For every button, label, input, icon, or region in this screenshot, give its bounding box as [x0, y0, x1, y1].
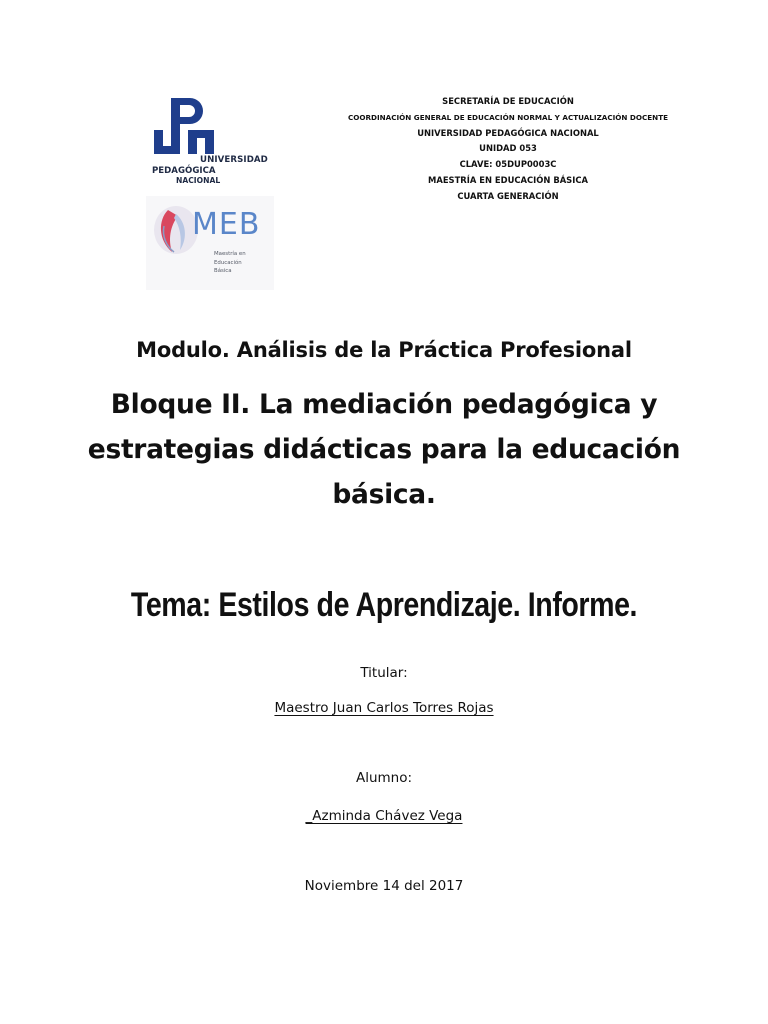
titular-name-text: Maestro Juan Carlos Torres Rojas	[274, 700, 494, 716]
titular-label: Titular:	[360, 665, 408, 681]
header-line-maestria: MAESTRÍA EN EDUCACIÓN BÁSICA	[428, 174, 588, 185]
upn-name-line3: NACIONAL	[176, 176, 221, 185]
upn-monogram-icon	[152, 96, 222, 158]
upn-name-line2: PEDAGÓGICA	[152, 166, 216, 176]
topic-title: Tema: Estilos de Aprendizaje. Informe.	[130, 586, 638, 624]
header-line-universidad: UNIVERSIDAD PEDAGÓGICA NACIONAL	[417, 127, 599, 138]
meb-sub-line2: Educación	[214, 260, 242, 266]
upn-name-line1: UNIVERSIDAD	[200, 155, 268, 165]
header-line-secretaria: SECRETARÍA DE EDUCACIÓN	[442, 96, 574, 106]
upn-logo	[152, 96, 268, 188]
meb-wordmark: MEB	[192, 207, 261, 242]
meb-sub-line1: Maestría en	[214, 251, 246, 257]
alumno-name-text: _Azminda Chávez Vega	[305, 808, 463, 824]
module-title: Modulo. Análisis de la Práctica Profesional	[136, 338, 632, 362]
alumno-label: Alumno:	[355, 770, 413, 786]
institution-header	[330, 94, 686, 205]
meb-logo	[146, 196, 274, 290]
header-line-unidad: UNIDAD 053	[479, 143, 537, 154]
header-line-clave: CLAVE: 05DUP0003C	[459, 159, 557, 170]
header-line-coordinacion: COORDINACIÓN GENERAL DE EDUCACIÓN NORMAL Y ACTUALIZACIÓN DOCENTE	[347, 112, 669, 122]
header-line-generacion: CUARTA GENERACIÓN	[457, 190, 559, 201]
document-date: Noviembre 14 del 2017	[304, 878, 464, 894]
titular-name	[0, 698, 768, 718]
meb-sub-line3: Básica	[214, 268, 232, 274]
alumno-name	[0, 806, 768, 826]
block-title: Bloque II. La mediación pedagógica y estrategias didácticas para la educación básica.	[87, 389, 681, 510]
